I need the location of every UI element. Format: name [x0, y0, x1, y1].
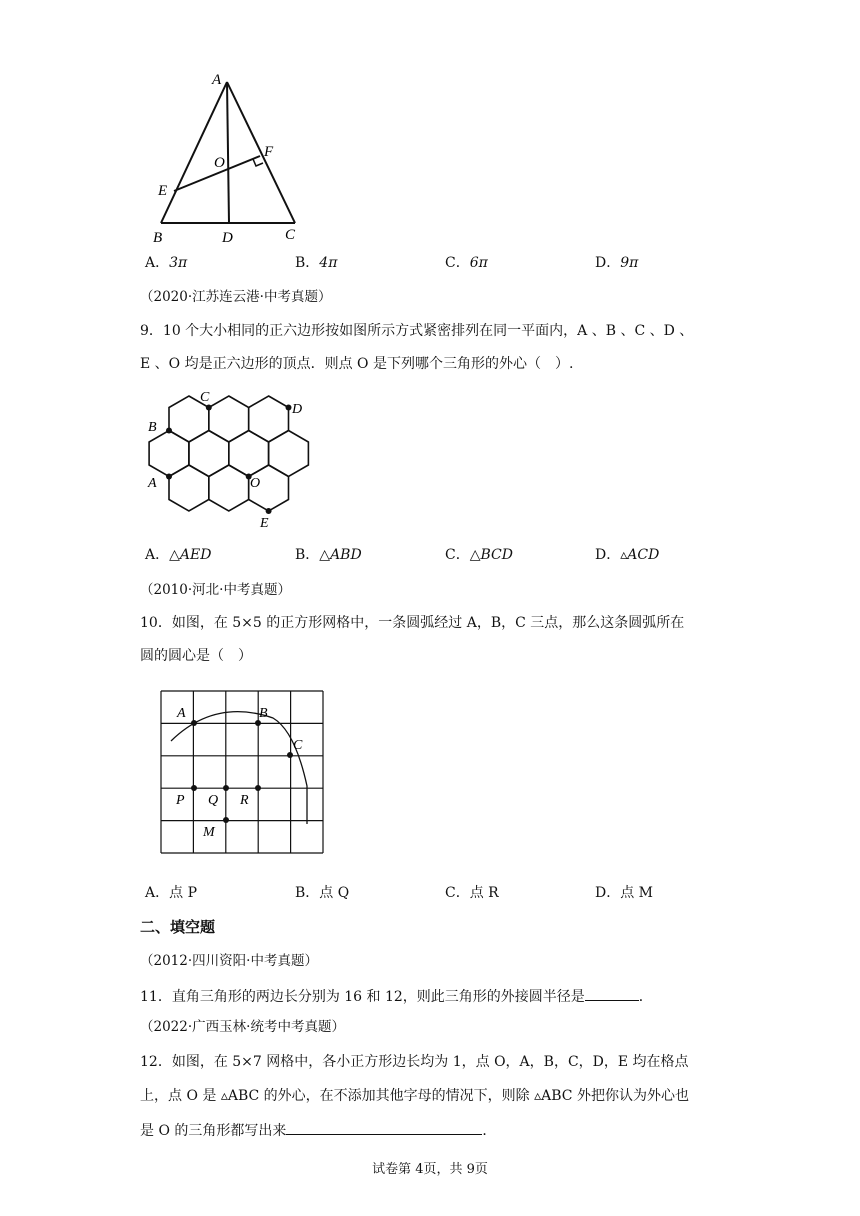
grid-figure — [155, 686, 330, 861]
hex-label-E: E — [260, 516, 269, 530]
hex-dot-A — [166, 474, 172, 480]
hex-label-C: C — [200, 390, 210, 405]
q10-source: （2010·河北·中考真题） — [140, 582, 291, 598]
q10-option-b: B．点 Q — [295, 885, 350, 901]
grid-label-R: R — [240, 793, 249, 808]
hexagon-cell — [229, 431, 269, 477]
q12-text-line1: 12．如图，在 5×7 网格中，各小正方形边长均为 1，点 O，A，B，C，D，E 均在格点 — [140, 1054, 689, 1070]
triangle-figure — [140, 66, 320, 246]
hexagon-cell — [209, 396, 249, 442]
label-C: C — [285, 227, 296, 243]
q9-option-d: D．▵ACD — [595, 547, 660, 563]
hex-label-D: D — [292, 402, 303, 417]
hex-dot-E — [266, 508, 272, 514]
hex-dot-C — [206, 405, 212, 411]
label-A: A — [212, 72, 222, 88]
hexagon-cell — [269, 431, 309, 477]
q10-option-d: D．点 M — [595, 885, 654, 901]
hexagon-cell — [149, 431, 189, 477]
q11-source: （2012·四川资阳·中考真题） — [140, 953, 318, 969]
q12-source: （2022·广西玉林·统考中考真题） — [140, 1019, 345, 1035]
hex-dot-B — [166, 428, 172, 434]
q9-option-c: C．△BCD — [445, 547, 513, 563]
section-fill-in-heading: 二、填空题 — [140, 918, 216, 936]
q10-text-line1: 10．如图，在 5×5 的正方形网格中，一条圆弧经过 A，B，C 三点，那么这条圆弧所在 — [140, 615, 685, 631]
label-E: E — [158, 183, 168, 199]
q9-option-b: B．△ABD — [295, 547, 362, 563]
q9-text-line2: E 、O 均是正六边形的顶点．则点 O 是下列哪个三角形的外心（ ）. — [140, 356, 574, 372]
q11-text: 11．直角三角形的两边长分别为 16 和 12，则此三角形的外接圆半径是 ． — [140, 986, 653, 1007]
q8-option-c: C．6π — [445, 255, 488, 271]
q8-option-b: B．4π — [295, 255, 338, 271]
grid-label-C: C — [293, 738, 303, 753]
grid-label-B: B — [259, 706, 268, 721]
q12-answer-blank[interactable] — [286, 1120, 482, 1135]
grid-label-Q: Q — [208, 793, 219, 808]
label-D: D — [222, 230, 233, 246]
q9-source: （2020·江苏连云港·中考真题） — [140, 289, 332, 305]
grid-label-M: M — [203, 825, 215, 840]
label-F: F — [264, 144, 274, 160]
hexagon-cell — [169, 465, 209, 511]
q10-option-c: C．点 R — [445, 885, 499, 901]
hex-label-O: O — [250, 476, 261, 491]
q10-option-a: A．点 P — [145, 885, 197, 901]
q9-option-a: A．△AED — [145, 547, 212, 563]
hex-label-A: A — [148, 476, 157, 491]
grid-label-P: P — [176, 793, 185, 808]
label-O: O — [214, 155, 225, 171]
q12-text-line2: 上，点 O 是 ▵ABC 的外心，在不添加其他字母的情况下，则除 ▵ABC 外把你认为外心也 — [140, 1088, 689, 1104]
hexagon-cell — [189, 431, 229, 477]
q10-text-line2: 圆的圆心是（ ） — [140, 648, 252, 664]
q8-option-d: D．9π — [595, 255, 639, 271]
grid-label-A: A — [177, 706, 186, 721]
hex-dot-D — [286, 405, 292, 411]
q11-answer-blank[interactable] — [585, 986, 639, 1001]
q12-text-line3: 是 O 的三角形都写出来 ． — [140, 1120, 496, 1141]
hexagon-cell — [249, 396, 289, 442]
q9-text-line1: 9．10 个大小相同的正六边形按如图所示方式紧密排列在同一平面内，A 、B 、C 、D 、 — [140, 323, 694, 339]
label-B: B — [153, 230, 163, 246]
page-footer: 试卷第 4页，共 9页 — [372, 1162, 488, 1177]
hexagon-figure — [140, 385, 320, 530]
q8-option-a: A．3π — [145, 255, 188, 271]
hexagon-cell — [209, 465, 249, 511]
hex-label-B: B — [148, 420, 157, 435]
